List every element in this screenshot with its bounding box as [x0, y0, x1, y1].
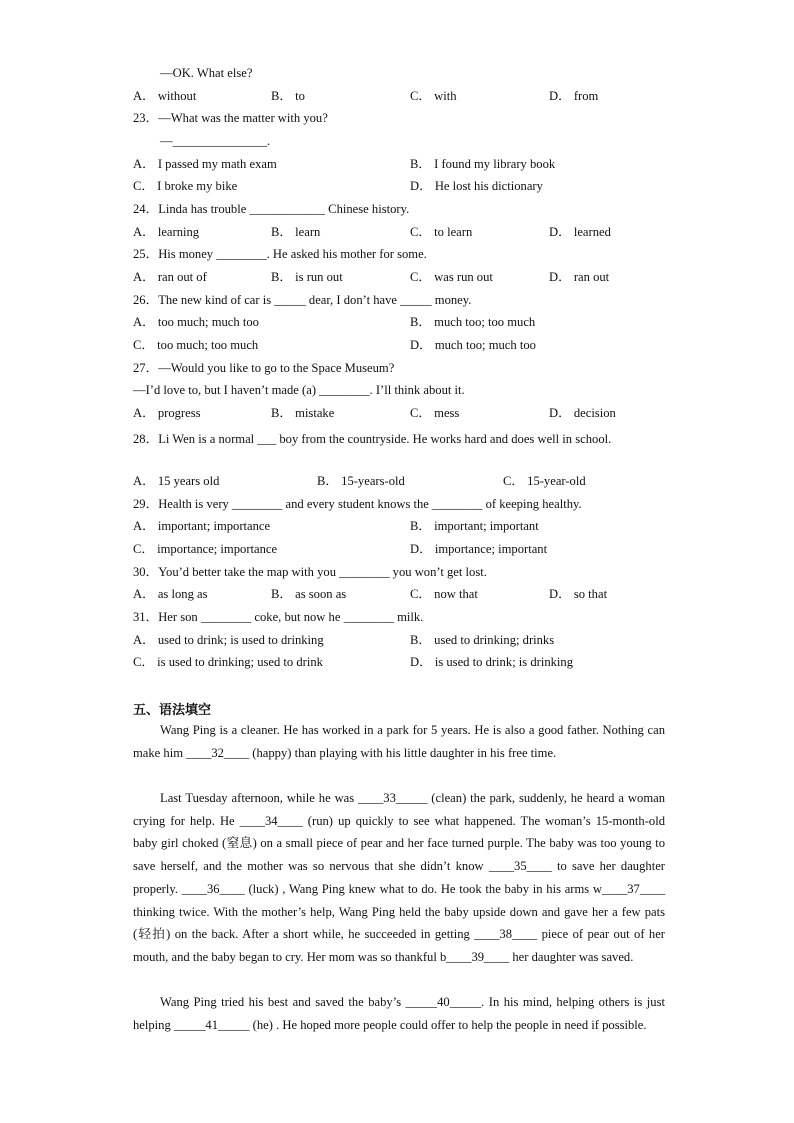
q23-stem: 23．—What was the matter with you?	[133, 111, 328, 125]
q22-option-a[interactable]: A． without	[133, 89, 197, 103]
q23-option-a[interactable]: A． I passed my math exam	[133, 157, 277, 171]
q22-option-b[interactable]: B． to	[271, 89, 305, 103]
q26-stem: 26．The new kind of car is _____ dear, I don’t have _____ money.	[133, 293, 472, 307]
q29-option-a[interactable]: A． important; importance	[133, 519, 271, 533]
q26-option-d[interactable]: D． much too; much too	[410, 338, 536, 352]
q29-option-c[interactable]: C． importance; importance	[133, 542, 278, 556]
q22-option-c[interactable]: C． with	[410, 89, 457, 103]
q27-option-d[interactable]: D． decision	[549, 406, 616, 420]
blank-32[interactable]: ____32____	[186, 745, 250, 760]
q26-option-a[interactable]: A． too much; much too	[133, 315, 259, 329]
q28-option-a[interactable]: A． 15 years old	[133, 474, 220, 488]
q22-tail: —OK. What else?	[160, 66, 253, 80]
q22-option-d[interactable]: D． from	[549, 89, 599, 103]
q28-option-c[interactable]: C． 15-year-old	[503, 474, 586, 488]
q23-option-b[interactable]: B． I found my library book	[410, 157, 556, 171]
q30-option-c[interactable]: C． now that	[410, 587, 478, 601]
q24-option-d[interactable]: D． learned	[549, 225, 611, 239]
p2-text-d: (run) up quickly to see what happened. The woman’s 15-month-old baby girl choked (窒息) on a small piece of pear and her face turned purple. The baby was too young to save herself, and the mother was so nervous that she didn’t know	[133, 813, 666, 874]
q24-option-c[interactable]: C． to learn	[410, 225, 473, 239]
q25-option-c[interactable]: C． was run out	[410, 270, 493, 284]
blank-36[interactable]: ____36____	[181, 881, 245, 896]
p3-text-a: Wang Ping tried his best and saved the baby’s	[160, 995, 406, 1009]
q27-reply: —I’d love to, but I haven’t made (a) ________. I’ll think about it.	[133, 383, 465, 397]
q28-stem: 28．Li Wen is a normal ___ boy from the countryside. He works hard and does well in school.	[133, 432, 612, 446]
blank-34[interactable]: ____34____	[239, 813, 303, 828]
p2-text-a: Last Tuesday afternoon, while he was	[160, 791, 359, 805]
q31-option-c[interactable]: C． is used to drinking; used to drink	[133, 655, 323, 669]
passage-paragraph-2	[133, 787, 665, 969]
q30-option-d[interactable]: D． so that	[549, 587, 608, 601]
q31-option-d[interactable]: D． is used to drink; is drinking	[410, 655, 574, 669]
p2-text-c: (clean) the park, suddenly, he heard a woman crying for help. He	[133, 791, 665, 828]
q26-option-b[interactable]: B． much too; too much	[410, 315, 536, 329]
q27-option-a[interactable]: A． progress	[133, 406, 201, 420]
q28-option-b[interactable]: B． 15-years-old	[317, 474, 405, 488]
blank-35[interactable]: ____35____	[488, 859, 552, 874]
q30-option-b[interactable]: B． as soon as	[271, 587, 347, 601]
passage-paragraph-1	[133, 719, 665, 764]
q25-option-d[interactable]: D． ran out	[549, 270, 610, 284]
p2-text-e: to save her daughter properly.	[133, 859, 665, 896]
p2-text-f: (luck) , Wang Ping knew what to do. He took the baby in his arms w	[244, 881, 603, 896]
passage-paragraph-3	[133, 991, 665, 1036]
q25-stem: 25．His money ________. He asked his mother for some.	[133, 247, 427, 261]
q29-option-b[interactable]: B． important; important	[410, 519, 539, 533]
q27-option-c[interactable]: C． mess	[410, 406, 460, 420]
q23-answer-line: —_______________.	[160, 134, 271, 148]
q23-option-c[interactable]: C． I broke my bike	[133, 179, 238, 193]
q29-option-d[interactable]: D． importance; important	[410, 542, 548, 556]
blank-38[interactable]: ____38____	[474, 927, 538, 942]
p3-text-c: . In his mind, helping others is just helping	[133, 995, 666, 1032]
q31-option-a[interactable]: A． used to drink; is used to drinking	[133, 633, 324, 647]
q25-option-a[interactable]: A． ran out of	[133, 270, 207, 284]
q31-option-b[interactable]: B． used to drinking; drinks	[410, 633, 555, 647]
q24-stem: 24．Linda has trouble ____________ Chinese history.	[133, 202, 410, 216]
p1-text-a: Wang Ping is a cleaner. He has worked in a park for 5 years. He is also a good father. Nothing can make him	[133, 723, 665, 760]
p3-text-d: (he) . He hoped more people could offer to help the people in need if possible.	[249, 1017, 647, 1032]
p2-text-i: her daughter was saved.	[509, 949, 634, 964]
section-title: 五、语法填空	[133, 703, 212, 718]
p2-text-g: thinking twice. With the mother’s help, Wang Ping held the baby upside down and gave her a few pats (轻拍) on the back. After a short while, he succeeded in getting	[133, 904, 665, 942]
q24-option-b[interactable]: B． learn	[271, 225, 321, 239]
p2-text-h: piece of pear out of her mouth, and the baby began to cry. Her mom was so thankful b	[133, 927, 665, 964]
q29-stem: 29．Health is very ________ and every student knows the ________ of keeping healthy.	[133, 497, 582, 511]
q27-stem: 27．—Would you like to go to the Space Museum?	[133, 361, 395, 375]
q25-option-b[interactable]: B． is run out	[271, 270, 343, 284]
q23-option-d[interactable]: D． He lost his dictionary	[410, 179, 543, 193]
blank-40[interactable]: _____40_____	[405, 995, 482, 1009]
q27-option-b[interactable]: B． mistake	[271, 406, 335, 420]
blank-39[interactable]: ____39____	[446, 949, 510, 964]
p1-text-c: (happy) than playing with his little daughter in his free time.	[249, 745, 557, 760]
q30-option-a[interactable]: A． as long as	[133, 587, 208, 601]
q30-stem: 30．You’d better take the map with you ________ you won’t get lost.	[133, 565, 487, 579]
q24-option-a[interactable]: A． learning	[133, 225, 200, 239]
blank-41[interactable]: _____41_____	[173, 1017, 250, 1032]
q31-stem: 31．Her son ________ coke, but now he ________ milk.	[133, 610, 424, 624]
q26-option-c[interactable]: C． too much; too much	[133, 338, 259, 352]
blank-37[interactable]: ____37____	[602, 881, 666, 896]
blank-33[interactable]: ____33_____	[358, 791, 428, 805]
